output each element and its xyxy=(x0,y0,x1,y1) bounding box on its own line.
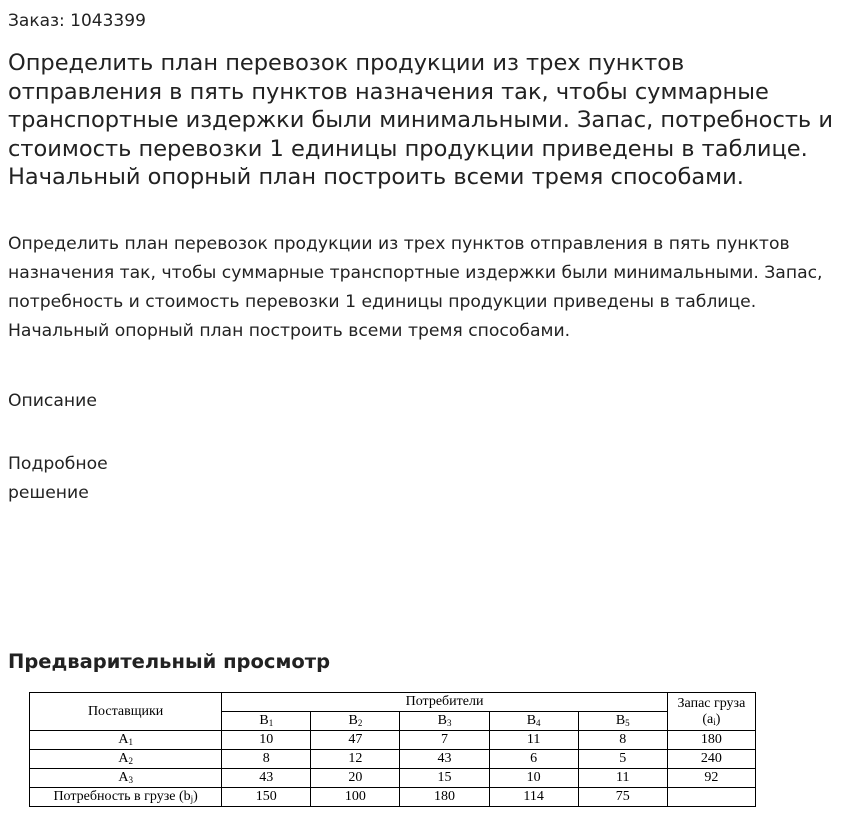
stock-header: Запас груза $(a_i)$ xyxy=(667,693,755,731)
cost-cell: 10 xyxy=(489,769,578,788)
table-row xyxy=(30,731,756,750)
cost-cell: 43 xyxy=(400,750,489,769)
preview-heading: Предварительный просмотр xyxy=(8,650,331,673)
table-row xyxy=(30,769,756,788)
demand-row xyxy=(30,788,756,807)
demand-label: Потребность в грузе $(b_j)$ xyxy=(30,788,222,807)
demand-cell: 100 xyxy=(311,788,400,807)
detailed-solution-label: Подробное решение xyxy=(8,454,108,503)
table-header-row xyxy=(30,693,756,712)
demand-cell: 180 xyxy=(400,788,489,807)
consumers-header: Потребители xyxy=(222,693,668,712)
cost-cell: 5 xyxy=(578,750,667,769)
page-title: Определить план перевозок продукции из трех пунктов отправления в пять пунктов назначения так, чтобы суммарные транспортные издержки были минимальными. Запас, потребность и стоимость перевозки 1 единицы продукции приведены в таблице. Начальный опорный план построить всеми тремя способами. xyxy=(8,50,833,190)
cost-cell: 11 xyxy=(578,769,667,788)
cost-cell: 20 xyxy=(311,769,400,788)
consumer-cell: $B_1$ xyxy=(222,712,311,731)
demand-cell: 75 xyxy=(578,788,667,807)
cost-cell: 10 xyxy=(222,731,311,750)
cost-cell: 47 xyxy=(311,731,400,750)
supplier-cell: $A_2$ xyxy=(30,750,222,769)
stock-cell: 180 xyxy=(667,731,755,750)
consumer-cell: $B_4$ xyxy=(489,712,578,731)
stock-cell: 240 xyxy=(667,750,755,769)
consumer-cell: $B_2$ xyxy=(311,712,400,731)
empty-cell xyxy=(667,788,755,807)
cost-cell: 8 xyxy=(222,750,311,769)
cost-cell: 12 xyxy=(311,750,400,769)
demand-cell: 150 xyxy=(222,788,311,807)
description-label: Описание xyxy=(8,391,97,411)
supplier-cell: $A_3$ xyxy=(30,769,222,788)
cost-cell: 7 xyxy=(400,731,489,750)
supplier-cell: $A_1$ xyxy=(30,731,222,750)
transport-table xyxy=(29,692,756,807)
order-number: Заказ: 1043399 xyxy=(8,11,146,31)
cost-cell: 6 xyxy=(489,750,578,769)
cost-cell: 11 xyxy=(489,731,578,750)
table-row xyxy=(30,750,756,769)
cost-cell: 43 xyxy=(222,769,311,788)
cost-cell: 15 xyxy=(400,769,489,788)
consumer-cell: $B_5$ xyxy=(578,712,667,731)
task-description: Определить план перевозок продукции из трех пунктов отправления в пять пунктов назначения так, чтобы суммарные транспортные издержки были минимальными. Запас, потребность и стоимость перевозки 1 единицы продукции приведены в таблице. Начальный опорный план построить всеми тремя способами. xyxy=(8,234,823,341)
stock-cell: 92 xyxy=(667,769,755,788)
demand-cell: 114 xyxy=(489,788,578,807)
consumer-cell: $B_3$ xyxy=(400,712,489,731)
cost-cell: 8 xyxy=(578,731,667,750)
suppliers-header: Поставщики xyxy=(30,693,222,731)
